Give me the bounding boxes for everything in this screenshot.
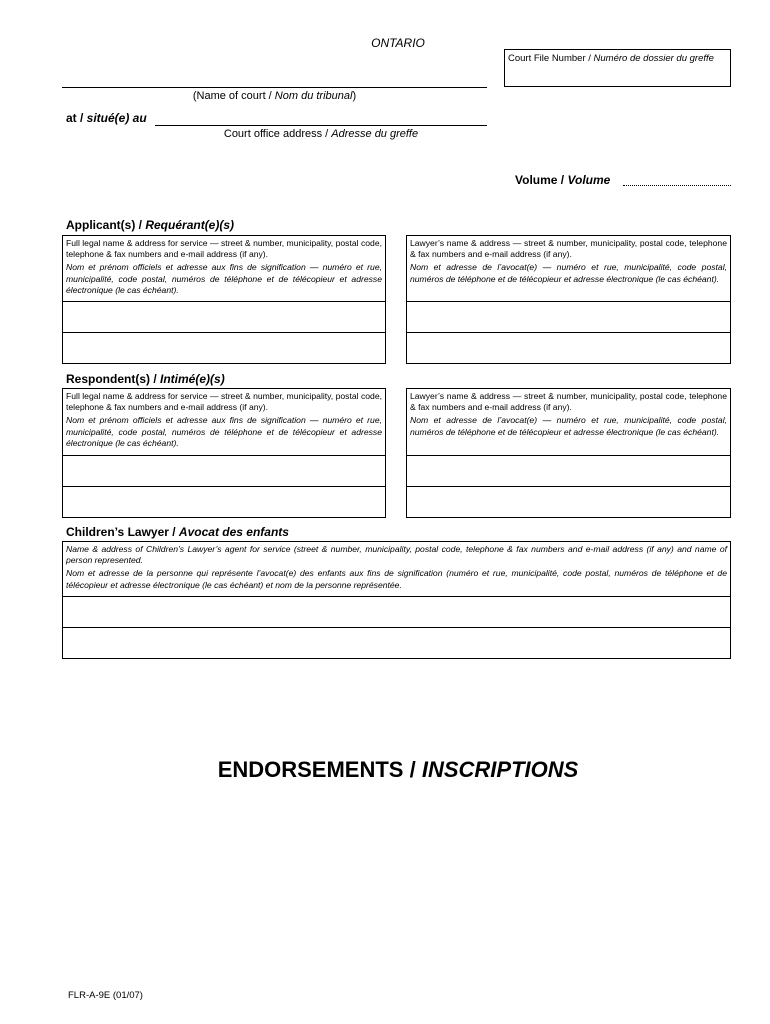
respondent-party-row-2[interactable] bbox=[63, 486, 385, 487]
applicant-lawyer-instructions: Lawyer’s name & address — street & number, municipality, postal code, telephone & fax numbers and e-mail address (if any). Nom et adresse de l’avocat(e) — numéro et rue, municipalité, code postal, numéros de téléphone et de télécopieur et adresse électronique (le cas échéant). bbox=[410, 238, 727, 284]
respondent-party-instructions: Full legal name & address for service — street & number, municipality, postal code, telephone & fax numbers and e-mail address (if any). Nom et prénom officiels et adresse aux fins de signification — numéro et rue, municipalité, code postal, numéros de téléphone et de télécopieur et adresse électronique (le cas échéant). bbox=[66, 391, 382, 448]
childrens-lawyer-title: Children’s Lawyer / Avocat des enfants bbox=[66, 525, 289, 539]
respondent-lawyer-row-2[interactable] bbox=[407, 486, 730, 487]
childrens-lawyer-box bbox=[62, 541, 731, 659]
childrens-lawyer-row-1[interactable] bbox=[63, 596, 730, 597]
endorsements-heading: ENDORSEMENTS / INSCRIPTIONS bbox=[217, 757, 579, 782]
respondent-lawyer-instructions: Lawyer’s name & address — street & number, municipality, postal code, telephone & fax numbers and e-mail address (if any). Nom et adresse de l’avocat(e) — numéro et rue, municipalité, code postal, numéros de téléphone et de télécopieur et adresse électronique (le cas échéant). bbox=[410, 391, 727, 437]
applicant-party-row-2[interactable] bbox=[63, 332, 385, 333]
respondent-party-box bbox=[62, 388, 386, 518]
applicant-lawyer-row-1[interactable] bbox=[407, 301, 730, 302]
respondents-title: Respondent(s) / Intimé(e)(s) bbox=[66, 372, 225, 386]
court-name-caption: (Name of court / Nom du tribunal) bbox=[192, 90, 357, 102]
court-file-number-label-fr: Numéro de dossier du greffe bbox=[593, 53, 714, 64]
applicant-party-row-1[interactable] bbox=[63, 301, 385, 302]
court-office-address-caption: Court office address / Adresse du greffe bbox=[223, 128, 419, 140]
respondent-party-row-1[interactable] bbox=[63, 455, 385, 456]
at-label: at / situé(e) au bbox=[66, 111, 147, 125]
form-number: FLR-A-9E (01/07) bbox=[68, 990, 143, 1001]
applicant-lawyer-box bbox=[406, 235, 731, 364]
court-file-number-field[interactable] bbox=[504, 49, 731, 87]
applicant-lawyer-row-2[interactable] bbox=[407, 332, 730, 333]
court-office-address-field[interactable] bbox=[155, 125, 487, 126]
volume-field[interactable] bbox=[623, 185, 731, 186]
childrens-lawyer-instructions: Name & address of Children’s Lawyer’s agent for service (street & number, municipality, postal code, telephone & fax numbers and e-mail address (if any) and name of person represented. Nom et adresse de la personne qui représente l’avocat(e) des enfants aux fins de signification (numéro et rue, municipalité, code postal, numéros de téléphone et de télécopieur et adresse électronique (le cas échéant) et nom de la personne représentée. bbox=[66, 544, 727, 590]
applicant-party-instructions: Full legal name & address for service — street & number, municipality, postal code, telephone & fax numbers and e-mail address (if any). Nom et prénom officiels et adresse aux fins de signification — numéro et rue, municipalité, code postal, numéros de téléphone et de télécopieur et adresse électronique (le cas échéant). bbox=[66, 238, 382, 295]
volume-label: Volume / Volume bbox=[515, 173, 611, 187]
applicants-title: Applicant(s) / Requérant(e)(s) bbox=[66, 218, 235, 232]
respondent-lawyer-box bbox=[406, 388, 731, 518]
respondent-lawyer-row-1[interactable] bbox=[407, 455, 730, 456]
applicant-party-box bbox=[62, 235, 386, 364]
province-title: ONTARIO bbox=[371, 36, 425, 50]
court-name-field[interactable] bbox=[62, 87, 487, 88]
childrens-lawyer-row-2[interactable] bbox=[63, 627, 730, 628]
court-file-number-label-en: Court File Number / bbox=[508, 53, 594, 64]
